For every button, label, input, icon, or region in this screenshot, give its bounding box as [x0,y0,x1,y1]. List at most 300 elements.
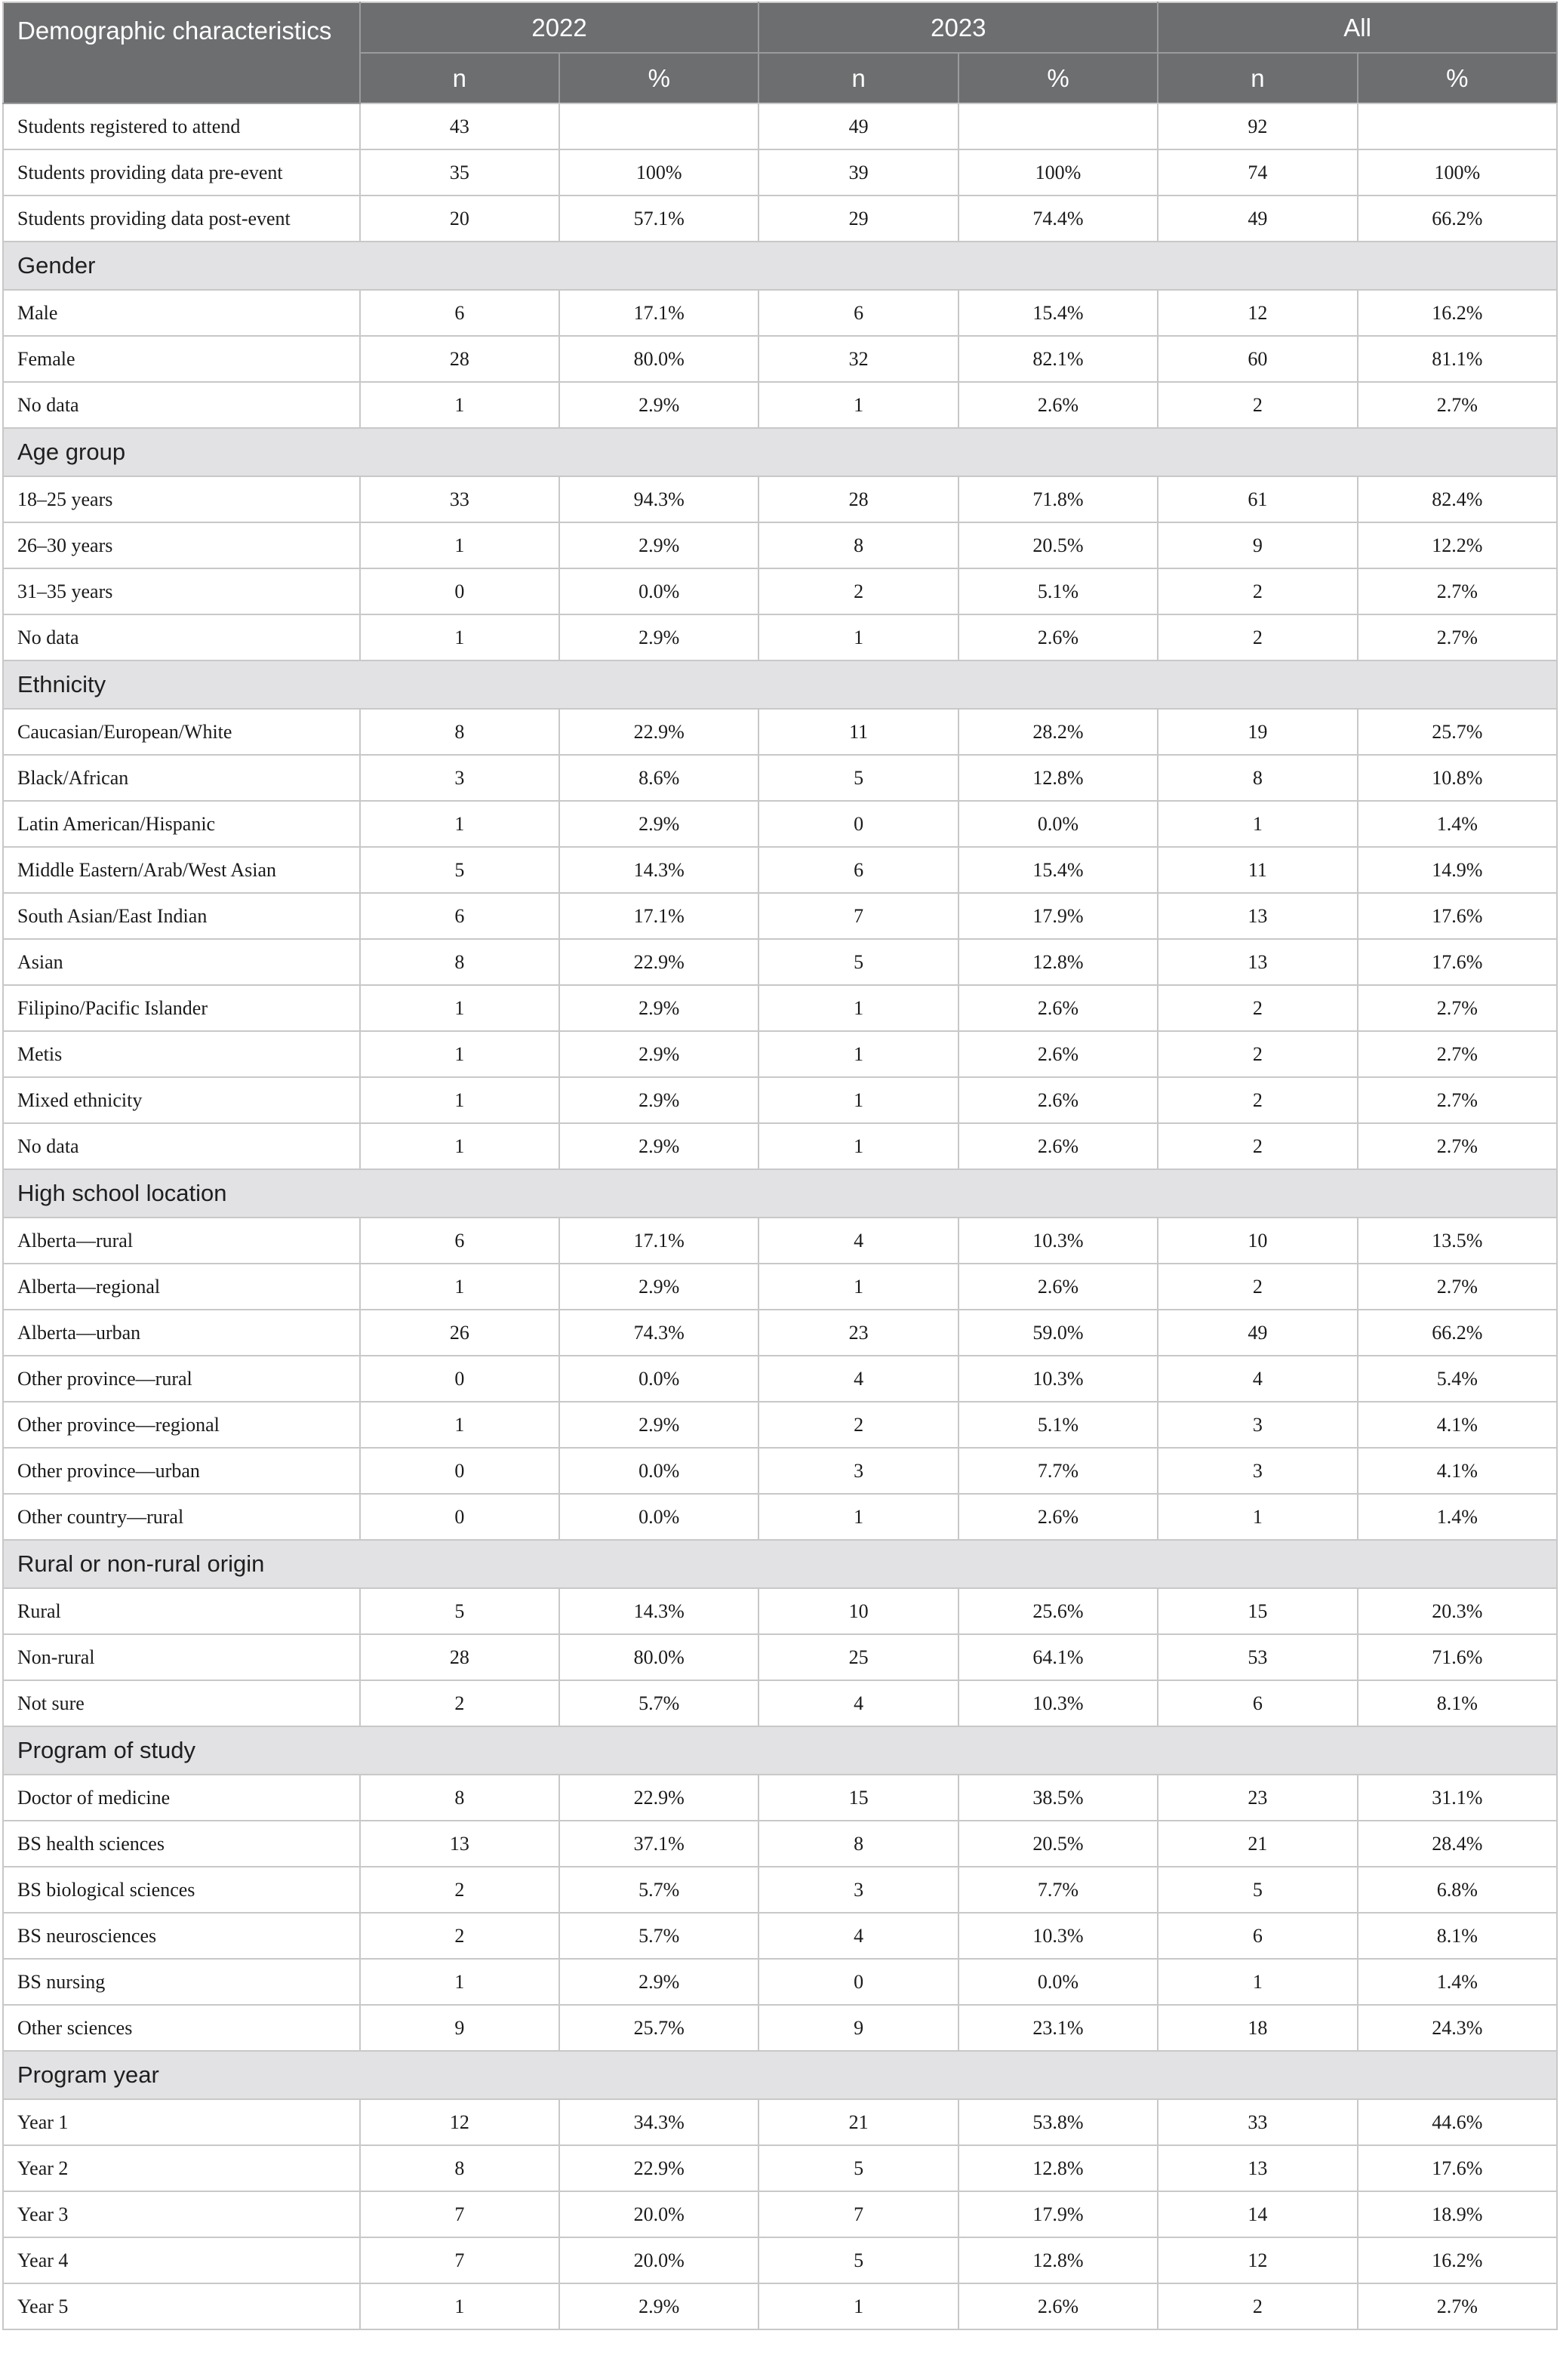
table-row [3,1448,1557,1494]
table-header [3,2,1557,103]
pct-2023-cell: 53.8% [958,2099,1158,2145]
table-row [3,568,1557,614]
section-title: Rural or non-rural origin [3,1540,1557,1588]
pct-2022-cell: 22.9% [559,709,758,755]
pct-2023-cell: 0.0% [958,801,1158,847]
pct-all-cell [1358,103,1557,149]
n-all-cell: 13 [1158,893,1357,939]
n-2023-cell: 5 [758,939,958,985]
row-label-cell: BS health sciences [3,1821,360,1867]
n-2022-cell: 13 [360,1821,559,1867]
table-row [3,801,1557,847]
pct-all-cell: 2.7% [1358,1123,1557,1169]
n-2023-cell: 28 [758,476,958,522]
pct-2022-cell: 2.9% [559,1959,758,2005]
n-all-cell: 23 [1158,1775,1357,1821]
table-row [3,103,1557,149]
pct-2023-cell: 17.9% [958,2191,1158,2237]
n-2023-cell: 5 [758,2237,958,2283]
pct-2022-cell: 94.3% [559,476,758,522]
section-title: Gender [3,242,1557,290]
n-all-cell: 15 [1158,1588,1357,1634]
table-row [3,1310,1557,1356]
pct-2023-cell: 71.8% [958,476,1158,522]
n-all-cell: 6 [1158,1913,1357,1959]
pct-2022-cell: 2.9% [559,382,758,428]
n-2022-cell: 1 [360,801,559,847]
pct-all-cell: 2.7% [1358,1264,1557,1310]
header-pct-2023: % [958,53,1158,103]
n-2022-cell: 8 [360,709,559,755]
pct-all-cell: 2.7% [1358,614,1557,660]
pct-2023-cell: 17.9% [958,893,1158,939]
table-row [3,2099,1557,2145]
n-2023-cell: 4 [758,1680,958,1726]
section-title: High school location [3,1169,1557,1218]
row-label-cell: Students registered to attend [3,103,360,149]
n-all-cell: 33 [1158,2099,1357,2145]
table-row [3,2145,1557,2191]
pct-all-cell: 2.7% [1358,2283,1557,2329]
pct-2022-cell: 5.7% [559,1913,758,1959]
pct-2022-cell: 80.0% [559,1634,758,1680]
n-2023-cell: 29 [758,196,958,242]
pct-2022-cell: 22.9% [559,2145,758,2191]
n-2022-cell: 6 [360,290,559,336]
header-pct-2022: % [559,53,758,103]
header-all: All [1158,2,1557,53]
header-2022: 2022 [360,2,759,53]
row-label-cell: Other province—rural [3,1356,360,1402]
pct-2022-cell: 2.9% [559,985,758,1031]
n-all-cell: 11 [1158,847,1357,893]
row-label-cell: No data [3,614,360,660]
n-2022-cell: 7 [360,2191,559,2237]
pct-all-cell: 66.2% [1358,1310,1557,1356]
section-title: Program year [3,2051,1557,2099]
n-2022-cell: 43 [360,103,559,149]
pct-all-cell: 1.4% [1358,801,1557,847]
pct-2023-cell: 2.6% [958,1077,1158,1123]
pct-2023-cell: 2.6% [958,1031,1158,1077]
pct-all-cell: 8.1% [1358,1680,1557,1726]
n-2023-cell: 25 [758,1634,958,1680]
n-2023-cell: 15 [758,1775,958,1821]
pct-all-cell: 100% [1358,149,1557,196]
n-all-cell: 12 [1158,290,1357,336]
pct-2022-cell: 34.3% [559,2099,758,2145]
n-2023-cell: 1 [758,1031,958,1077]
pct-2023-cell: 2.6% [958,1123,1158,1169]
n-all-cell: 2 [1158,1077,1357,1123]
row-label-cell: 18–25 years [3,476,360,522]
pct-2023-cell: 15.4% [958,847,1158,893]
row-label-cell: Alberta—rural [3,1218,360,1264]
section-header-row [3,1169,1557,1218]
pct-2023-cell: 64.1% [958,1634,1158,1680]
n-all-cell: 4 [1158,1356,1357,1402]
table-row [3,1402,1557,1448]
n-2022-cell: 28 [360,336,559,382]
table-row [3,1356,1557,1402]
pct-all-cell: 71.6% [1358,1634,1557,1680]
pct-2023-cell: 12.8% [958,2145,1158,2191]
table-row [3,522,1557,568]
pct-2022-cell: 2.9% [559,1077,758,1123]
pct-all-cell: 81.1% [1358,336,1557,382]
n-2022-cell: 6 [360,1218,559,1264]
pct-all-cell: 2.7% [1358,1031,1557,1077]
pct-2023-cell: 2.6% [958,382,1158,428]
table-row [3,939,1557,985]
table-row [3,1821,1557,1867]
n-all-cell: 2 [1158,382,1357,428]
pct-all-cell: 2.7% [1358,382,1557,428]
table-row [3,2005,1557,2051]
n-2022-cell: 6 [360,893,559,939]
pct-2022-cell: 14.3% [559,847,758,893]
pct-all-cell: 17.6% [1358,2145,1557,2191]
row-label-cell: No data [3,382,360,428]
n-all-cell: 3 [1158,1448,1357,1494]
n-all-cell: 2 [1158,985,1357,1031]
row-label-cell: Students providing data pre-event [3,149,360,196]
pct-2022-cell: 2.9% [559,1031,758,1077]
pct-all-cell: 1.4% [1358,1494,1557,1540]
pct-2022-cell: 0.0% [559,568,758,614]
pct-all-cell: 17.6% [1358,893,1557,939]
n-all-cell: 13 [1158,939,1357,985]
pct-2022-cell: 2.9% [559,801,758,847]
pct-all-cell: 28.4% [1358,1821,1557,1867]
n-2022-cell: 1 [360,985,559,1031]
pct-all-cell: 25.7% [1358,709,1557,755]
pct-2023-cell: 23.1% [958,2005,1158,2051]
pct-all-cell: 24.3% [1358,2005,1557,2051]
row-label-cell: No data [3,1123,360,1169]
n-all-cell: 2 [1158,2283,1357,2329]
pct-2022-cell: 5.7% [559,1680,758,1726]
row-label-cell: Year 3 [3,2191,360,2237]
section-title: Age group [3,428,1557,476]
table-row [3,1123,1557,1169]
row-label-cell: Alberta—regional [3,1264,360,1310]
n-all-cell: 5 [1158,1867,1357,1913]
pct-2023-cell: 2.6% [958,2283,1158,2329]
pct-2023-cell: 15.4% [958,290,1158,336]
row-label-cell: Non-rural [3,1634,360,1680]
n-2022-cell: 8 [360,939,559,985]
n-2022-cell: 8 [360,2145,559,2191]
pct-2022-cell: 2.9% [559,2283,758,2329]
pct-all-cell: 13.5% [1358,1218,1557,1264]
pct-all-cell: 17.6% [1358,939,1557,985]
n-2023-cell: 7 [758,2191,958,2237]
n-2023-cell: 7 [758,893,958,939]
section-header-row [3,660,1557,709]
table-row [3,290,1557,336]
n-2023-cell: 1 [758,1264,958,1310]
table-row [3,1264,1557,1310]
header-row-groups [3,2,1557,53]
pct-all-cell: 4.1% [1358,1402,1557,1448]
pct-2022-cell: 2.9% [559,1123,758,1169]
table-row [3,985,1557,1031]
pct-2022-cell: 17.1% [559,893,758,939]
n-all-cell: 18 [1158,2005,1357,2051]
n-2023-cell: 5 [758,2145,958,2191]
n-all-cell: 21 [1158,1821,1357,1867]
n-2023-cell: 9 [758,2005,958,2051]
pct-2022-cell: 2.9% [559,1402,758,1448]
pct-2022-cell: 0.0% [559,1494,758,1540]
n-2023-cell: 0 [758,1959,958,2005]
table-row [3,2283,1557,2329]
n-2023-cell: 1 [758,1077,958,1123]
row-label-cell: 26–30 years [3,522,360,568]
n-all-cell: 14 [1158,2191,1357,2237]
n-2023-cell: 8 [758,522,958,568]
n-2022-cell: 2 [360,1913,559,1959]
n-2022-cell: 20 [360,196,559,242]
row-label-cell: Black/African [3,755,360,801]
pct-2023-cell: 59.0% [958,1310,1158,1356]
section-header-row [3,1726,1557,1775]
row-label-cell: BS neurosciences [3,1913,360,1959]
n-all-cell: 1 [1158,1494,1357,1540]
table-row [3,847,1557,893]
table-row [3,382,1557,428]
table-row [3,755,1557,801]
pct-2022-cell: 5.7% [559,1867,758,1913]
n-2022-cell: 1 [360,1123,559,1169]
table-row [3,1634,1557,1680]
n-2022-cell: 1 [360,522,559,568]
pct-2022-cell: 57.1% [559,196,758,242]
n-2022-cell: 8 [360,1775,559,1821]
pct-2023-cell: 5.1% [958,568,1158,614]
pct-2022-cell: 17.1% [559,290,758,336]
pct-2023-cell: 28.2% [958,709,1158,755]
row-label-cell: Other province—regional [3,1402,360,1448]
n-all-cell: 49 [1158,196,1357,242]
n-2022-cell: 0 [360,1448,559,1494]
n-2023-cell: 0 [758,801,958,847]
n-all-cell: 2 [1158,1264,1357,1310]
pct-all-cell: 44.6% [1358,2099,1557,2145]
pct-2022-cell: 20.0% [559,2191,758,2237]
pct-2023-cell: 12.8% [958,939,1158,985]
n-2022-cell: 26 [360,1310,559,1356]
row-label-cell: South Asian/East Indian [3,893,360,939]
row-label-cell: Other province—urban [3,1448,360,1494]
row-label-cell: Rural [3,1588,360,1634]
table-row [3,196,1557,242]
n-2023-cell: 6 [758,290,958,336]
row-label-cell: Year 1 [3,2099,360,2145]
pct-all-cell: 31.1% [1358,1775,1557,1821]
pct-2022-cell: 37.1% [559,1821,758,1867]
n-2022-cell: 1 [360,1959,559,2005]
pct-all-cell: 2.7% [1358,568,1557,614]
n-2022-cell: 5 [360,1588,559,1634]
pct-2022-cell: 0.0% [559,1356,758,1402]
n-2023-cell: 4 [758,1913,958,1959]
n-all-cell: 2 [1158,1123,1357,1169]
pct-2023-cell: 5.1% [958,1402,1158,1448]
pct-all-cell: 4.1% [1358,1448,1557,1494]
n-all-cell: 3 [1158,1402,1357,1448]
pct-2023-cell: 2.6% [958,614,1158,660]
pct-all-cell: 20.3% [1358,1588,1557,1634]
row-label-cell: Latin American/Hispanic [3,801,360,847]
row-label-cell: Female [3,336,360,382]
pct-all-cell: 10.8% [1358,755,1557,801]
n-all-cell: 2 [1158,568,1357,614]
n-2022-cell: 1 [360,382,559,428]
table-row [3,709,1557,755]
pct-2022-cell: 80.0% [559,336,758,382]
pct-2023-cell: 12.8% [958,2237,1158,2283]
n-2023-cell: 6 [758,847,958,893]
pct-2022-cell: 0.0% [559,1448,758,1494]
n-2022-cell: 12 [360,2099,559,2145]
pct-2023-cell: 100% [958,149,1158,196]
pct-2022-cell: 25.7% [559,2005,758,2051]
n-2022-cell: 1 [360,2283,559,2329]
n-all-cell: 1 [1158,801,1357,847]
n-2023-cell: 2 [758,568,958,614]
section-header-row [3,1540,1557,1588]
n-all-cell: 2 [1158,1031,1357,1077]
n-2022-cell: 3 [360,755,559,801]
pct-all-cell: 2.7% [1358,985,1557,1031]
pct-2022-cell: 8.6% [559,755,758,801]
n-all-cell: 53 [1158,1634,1357,1680]
pct-2023-cell: 82.1% [958,336,1158,382]
n-2022-cell: 28 [360,1634,559,1680]
pct-2022-cell: 22.9% [559,939,758,985]
table-row [3,893,1557,939]
table-row [3,1680,1557,1726]
section-header-row [3,2051,1557,2099]
header-n-all: n [1158,53,1357,103]
row-label-cell: Alberta—urban [3,1310,360,1356]
header-demographic-characteristics: Demographic characteristics [3,2,360,103]
row-label-cell: Other country—rural [3,1494,360,1540]
pct-all-cell: 14.9% [1358,847,1557,893]
row-label-cell: Male [3,290,360,336]
row-label-cell: Other sciences [3,2005,360,2051]
pct-2022-cell: 2.9% [559,614,758,660]
n-2023-cell: 1 [758,614,958,660]
row-label-cell: Metis [3,1031,360,1077]
header-2023: 2023 [758,2,1158,53]
n-2023-cell: 1 [758,985,958,1031]
pct-2023-cell: 10.3% [958,1356,1158,1402]
pct-2023-cell: 2.6% [958,985,1158,1031]
n-2022-cell: 2 [360,1867,559,1913]
row-label-cell: BS biological sciences [3,1867,360,1913]
pct-2022-cell: 22.9% [559,1775,758,1821]
n-all-cell: 19 [1158,709,1357,755]
n-all-cell: 1 [1158,1959,1357,2005]
n-2023-cell: 39 [758,149,958,196]
row-label-cell: 31–35 years [3,568,360,614]
n-all-cell: 74 [1158,149,1357,196]
n-2022-cell: 0 [360,568,559,614]
n-all-cell: 60 [1158,336,1357,382]
pct-2022-cell: 2.9% [559,522,758,568]
n-2023-cell: 2 [758,1402,958,1448]
n-all-cell: 6 [1158,1680,1357,1726]
n-2023-cell: 23 [758,1310,958,1356]
row-label-cell: Caucasian/European/White [3,709,360,755]
row-label-cell: Mixed ethnicity [3,1077,360,1123]
section-header-row [3,428,1557,476]
demographics-table [2,2,1558,2330]
pct-2023-cell [958,103,1158,149]
n-2022-cell: 0 [360,1356,559,1402]
table-body [3,103,1557,2329]
n-all-cell: 9 [1158,522,1357,568]
n-2023-cell: 32 [758,336,958,382]
row-label-cell: Year 2 [3,2145,360,2191]
n-2022-cell: 1 [360,1077,559,1123]
header-n-2022: n [360,53,559,103]
n-2023-cell: 10 [758,1588,958,1634]
n-2023-cell: 1 [758,2283,958,2329]
pct-2023-cell: 20.5% [958,1821,1158,1867]
header-pct-all: % [1358,53,1557,103]
pct-2023-cell: 20.5% [958,522,1158,568]
pct-all-cell: 12.2% [1358,522,1557,568]
n-all-cell: 61 [1158,476,1357,522]
pct-2023-cell: 2.6% [958,1494,1158,1540]
section-title: Program of study [3,1726,1557,1775]
n-2022-cell: 1 [360,1264,559,1310]
pct-2023-cell: 7.7% [958,1448,1158,1494]
pct-2022-cell: 2.9% [559,1264,758,1310]
table-row [3,476,1557,522]
pct-all-cell: 8.1% [1358,1913,1557,1959]
pct-all-cell: 16.2% [1358,290,1557,336]
row-label-cell: Year 5 [3,2283,360,2329]
pct-2023-cell: 10.3% [958,1913,1158,1959]
pct-2023-cell: 10.3% [958,1680,1158,1726]
n-2023-cell: 5 [758,755,958,801]
n-2023-cell: 3 [758,1448,958,1494]
n-all-cell: 49 [1158,1310,1357,1356]
pct-all-cell: 6.8% [1358,1867,1557,1913]
section-header-row [3,242,1557,290]
row-label-cell: Asian [3,939,360,985]
n-all-cell: 92 [1158,103,1357,149]
n-all-cell: 12 [1158,2237,1357,2283]
pct-2022-cell [559,103,758,149]
table-row [3,1588,1557,1634]
table-row [3,1867,1557,1913]
n-2022-cell: 7 [360,2237,559,2283]
n-2023-cell: 1 [758,1494,958,1540]
row-label-cell: Not sure [3,1680,360,1726]
pct-all-cell: 2.7% [1358,1077,1557,1123]
pct-2023-cell: 7.7% [958,1867,1158,1913]
n-2023-cell: 49 [758,103,958,149]
n-2023-cell: 4 [758,1218,958,1264]
table-row [3,1775,1557,1821]
n-2023-cell: 1 [758,382,958,428]
